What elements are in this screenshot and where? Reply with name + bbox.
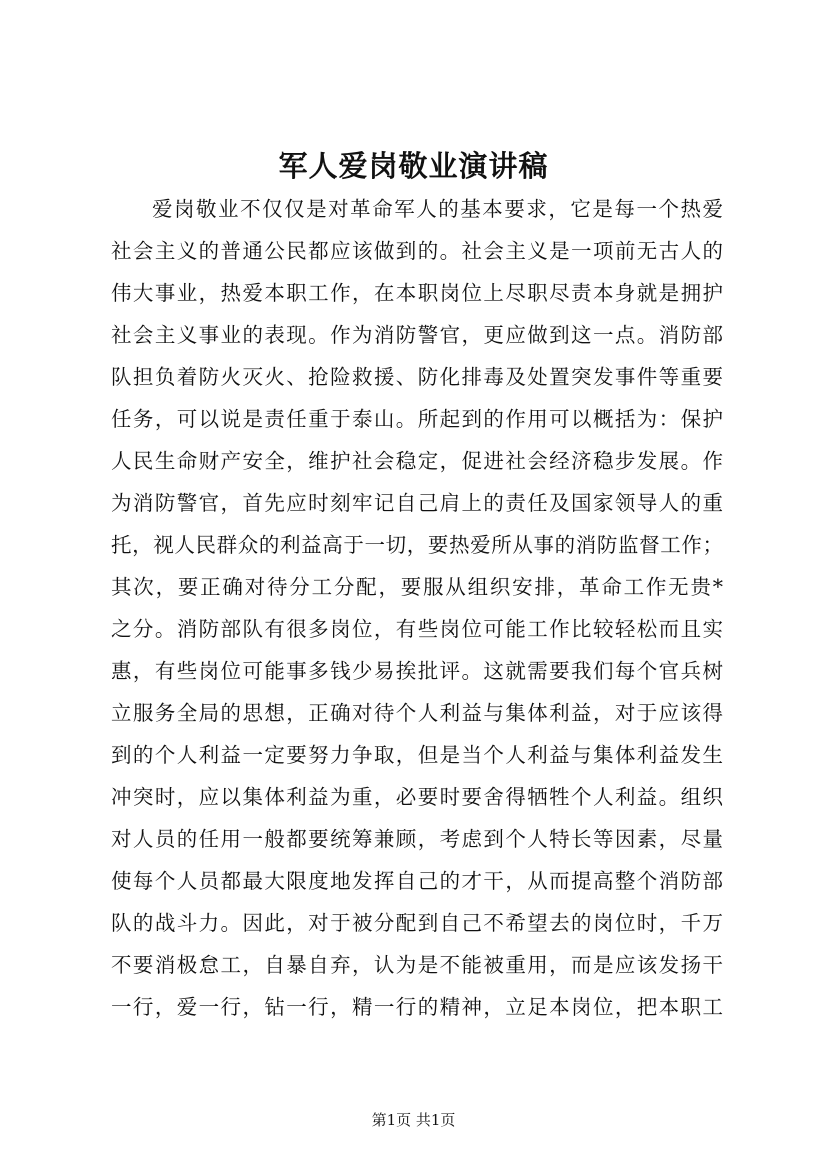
paragraph-line: 伟大事业，热爱本职工作，在本职岗位上尽职尽责本身就是拥护 [111, 281, 723, 305]
paragraph-line: 其次，要正确对待分工分配，要服从组织安排，革命工作无贵* [111, 575, 723, 599]
paragraph-line: 一行，爱一行，钻一行，精一行的精神，立足本岗位，把本职工 [111, 995, 723, 1019]
paragraph-line: 任务，可以说是责任重于泰山。所起到的作用可以概括为：保护 [111, 407, 723, 431]
paragraph-line: 社会主义事业的表现。作为消防警官，更应做到这一点。消防部 [111, 323, 723, 347]
paragraph-line: 爱岗敬业不仅仅是对革命军人的基本要求，它是每一个热爱 [152, 197, 723, 221]
paragraph-line: 惠，有些岗位可能事多钱少易挨批评。这就需要我们每个官兵树 [111, 659, 723, 683]
paragraph-line: 不要消极怠工，自暴自弃，认为是不能被重用，而是应该发扬干 [111, 953, 723, 977]
paragraph-line: 队担负着防火灭火、抢险救援、防化排毒及处置突发事件等重要 [111, 365, 723, 389]
paragraph-line: 对人员的任用一般都要统筹兼顾，考虑到个人特长等因素，尽量 [111, 827, 723, 851]
paragraph-line: 使每个人员都最大限度地发挥自己的才干，从而提高整个消防部 [111, 869, 723, 893]
paragraph-line: 为消防警官，首先应时刻牢记自己肩上的责任及国家领导人的重 [111, 491, 723, 515]
paragraph-line: 人民生命财产安全，维护社会稳定，促进社会经济稳步发展。作 [111, 449, 723, 473]
paragraph-line: 冲突时，应以集体利益为重，必要时要舍得牺牲个人利益。组织 [111, 785, 723, 809]
paragraph-line: 托，视人民群众的利益高于一切，要热爱所从事的消防监督工作； [111, 533, 723, 557]
paragraph-line: 到的个人利益一定要努力争取，但是当个人利益与集体利益发生 [111, 743, 723, 767]
page-footer: 第1页 共1页 [371, 1111, 456, 1129]
paragraph-line: 队的战斗力。因此，对于被分配到自己不希望去的岗位时，千万 [111, 911, 723, 935]
paragraph-line: 社会主义的普通公民都应该做到的。社会主义是一项前无古人的 [111, 239, 723, 263]
paragraph-line: 立服务全局的思想，正确对待个人利益与集体利益，对于应该得 [111, 701, 723, 725]
document-title: 军人爱岗敬业演讲稿 [278, 149, 549, 183]
document-body [111, 188, 723, 1028]
paragraph-line: 之分。消防部队有很多岗位，有些岗位可能工作比较轻松而且实 [111, 617, 723, 641]
